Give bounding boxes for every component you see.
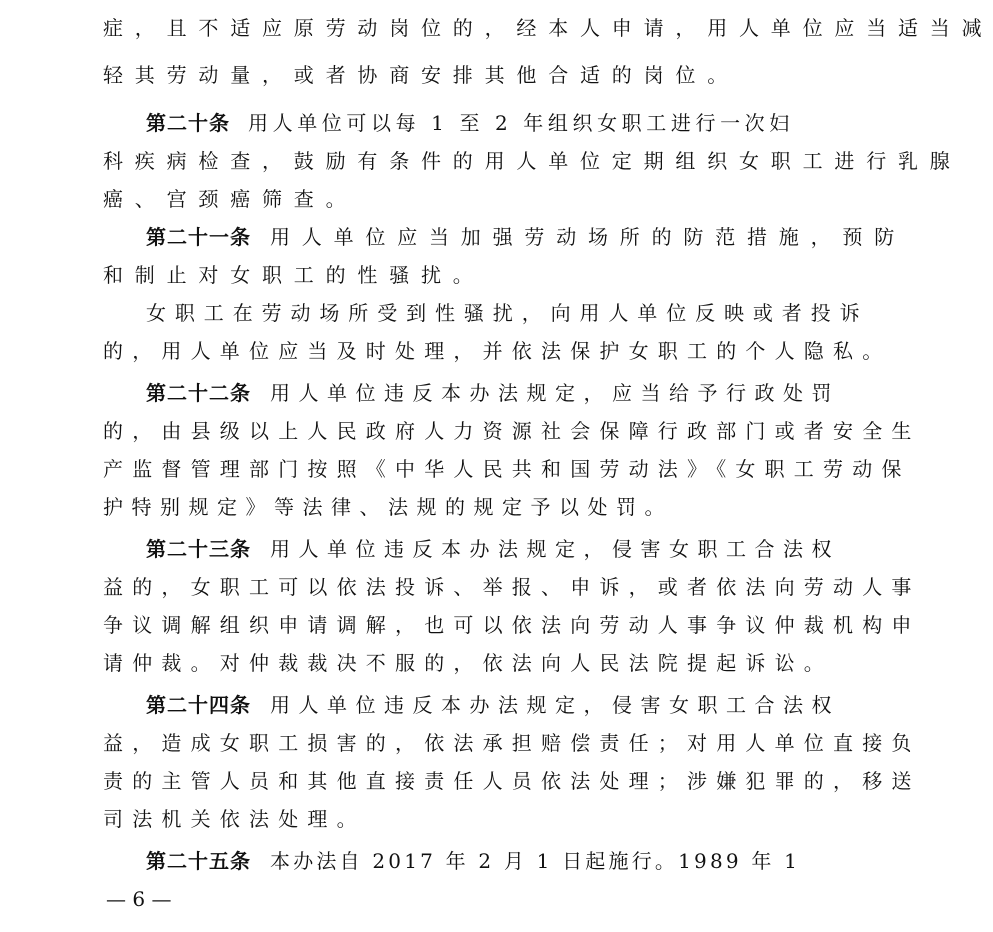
body-line [0,56,787,94]
article-heading: 第二十五条 [146,849,251,873]
article-heading: 第二十一条 [146,225,251,249]
body-line [0,180,787,218]
line-text: 的，用人单位应当及时处理，并依法保护女职工的个人隐私。 [103,339,892,363]
article-line [0,374,840,412]
article-line [0,104,794,142]
article-line [0,686,840,724]
line-text: 本办法自 2017 年 2 月 1 日起施行。1989 年 1 [270,849,801,873]
line-text: 责的主管人员和其他直接责任人员依法处理；涉嫌犯罪的，移送 [103,769,921,793]
body-line [0,488,787,526]
page-number: — 6 — [106,887,172,911]
line-text: 轻其劳动量，或者协商安排其他合适的岗位。 [103,63,739,87]
body-line [0,294,869,332]
article-line [0,530,840,568]
body-line [0,9,993,47]
body-line [0,142,962,180]
line-text: 司法机关依法处理。 [103,807,366,831]
article-line [0,842,801,880]
article-heading: 第二十三条 [146,537,251,561]
line-text: 症，且不适应原劳动岗位的，经本人申请，用人单位应当适当减 [103,16,993,40]
body-line [0,644,833,682]
line-text: 用人单位应当加强劳动场所的防范措施，预防 [270,225,906,249]
body-line [0,256,787,294]
body-line [0,762,921,800]
line-text: 请仲裁。对仲裁裁决不服的，依法向人民法院提起诉讼。 [103,651,833,675]
line-text: 用人单位可以每 1 至 2 年组织女职工进行一次妇 [248,111,794,135]
line-text: 女职工在劳动场所受到性骚扰，向用人单位反映或者投诉 [146,301,869,325]
body-line [0,568,921,606]
article-line [0,218,906,256]
line-text: 和制止对女职工的性骚扰。 [103,263,485,287]
line-text: 护特别规定》等法律、法规的规定予以处罚。 [103,495,673,519]
line-text: 益，造成女职工损害的，依法承担赔偿责任；对用人单位直接负 [103,731,921,755]
body-line [0,606,921,644]
line-text: 用人单位违反本办法规定，侵害女职工合法权 [270,537,840,561]
line-text: 用人单位违反本办法规定，应当给予行政处罚 [270,381,840,405]
body-line [0,332,892,370]
line-text: 益的，女职工可以依法投诉、举报、申诉，或者依法向劳动人事 [103,575,921,599]
body-line [0,450,911,488]
line-text: 争议调解组织申请调解，也可以依法向劳动人事争议仲裁机构申 [103,613,921,637]
line-text: 科疾病检查，鼓励有条件的用人单位定期组织女职工进行乳腺 [103,149,962,173]
body-line [0,412,921,450]
article-heading: 第二十条 [146,111,230,135]
line-text: 用人单位违反本办法规定，侵害女职工合法权 [270,693,840,717]
body-line [0,800,787,838]
line-text: 的，由县级以上人民政府人力资源社会保障行政部门或者安全生 [103,419,921,443]
article-heading: 第二十四条 [146,693,251,717]
body-line [0,724,921,762]
article-heading: 第二十二条 [146,381,251,405]
line-text: 产监督管理部门按照《中华人民共和国劳动法》《女职工劳动保 [103,457,911,481]
line-text: 癌、宫颈癌筛查。 [103,187,358,211]
